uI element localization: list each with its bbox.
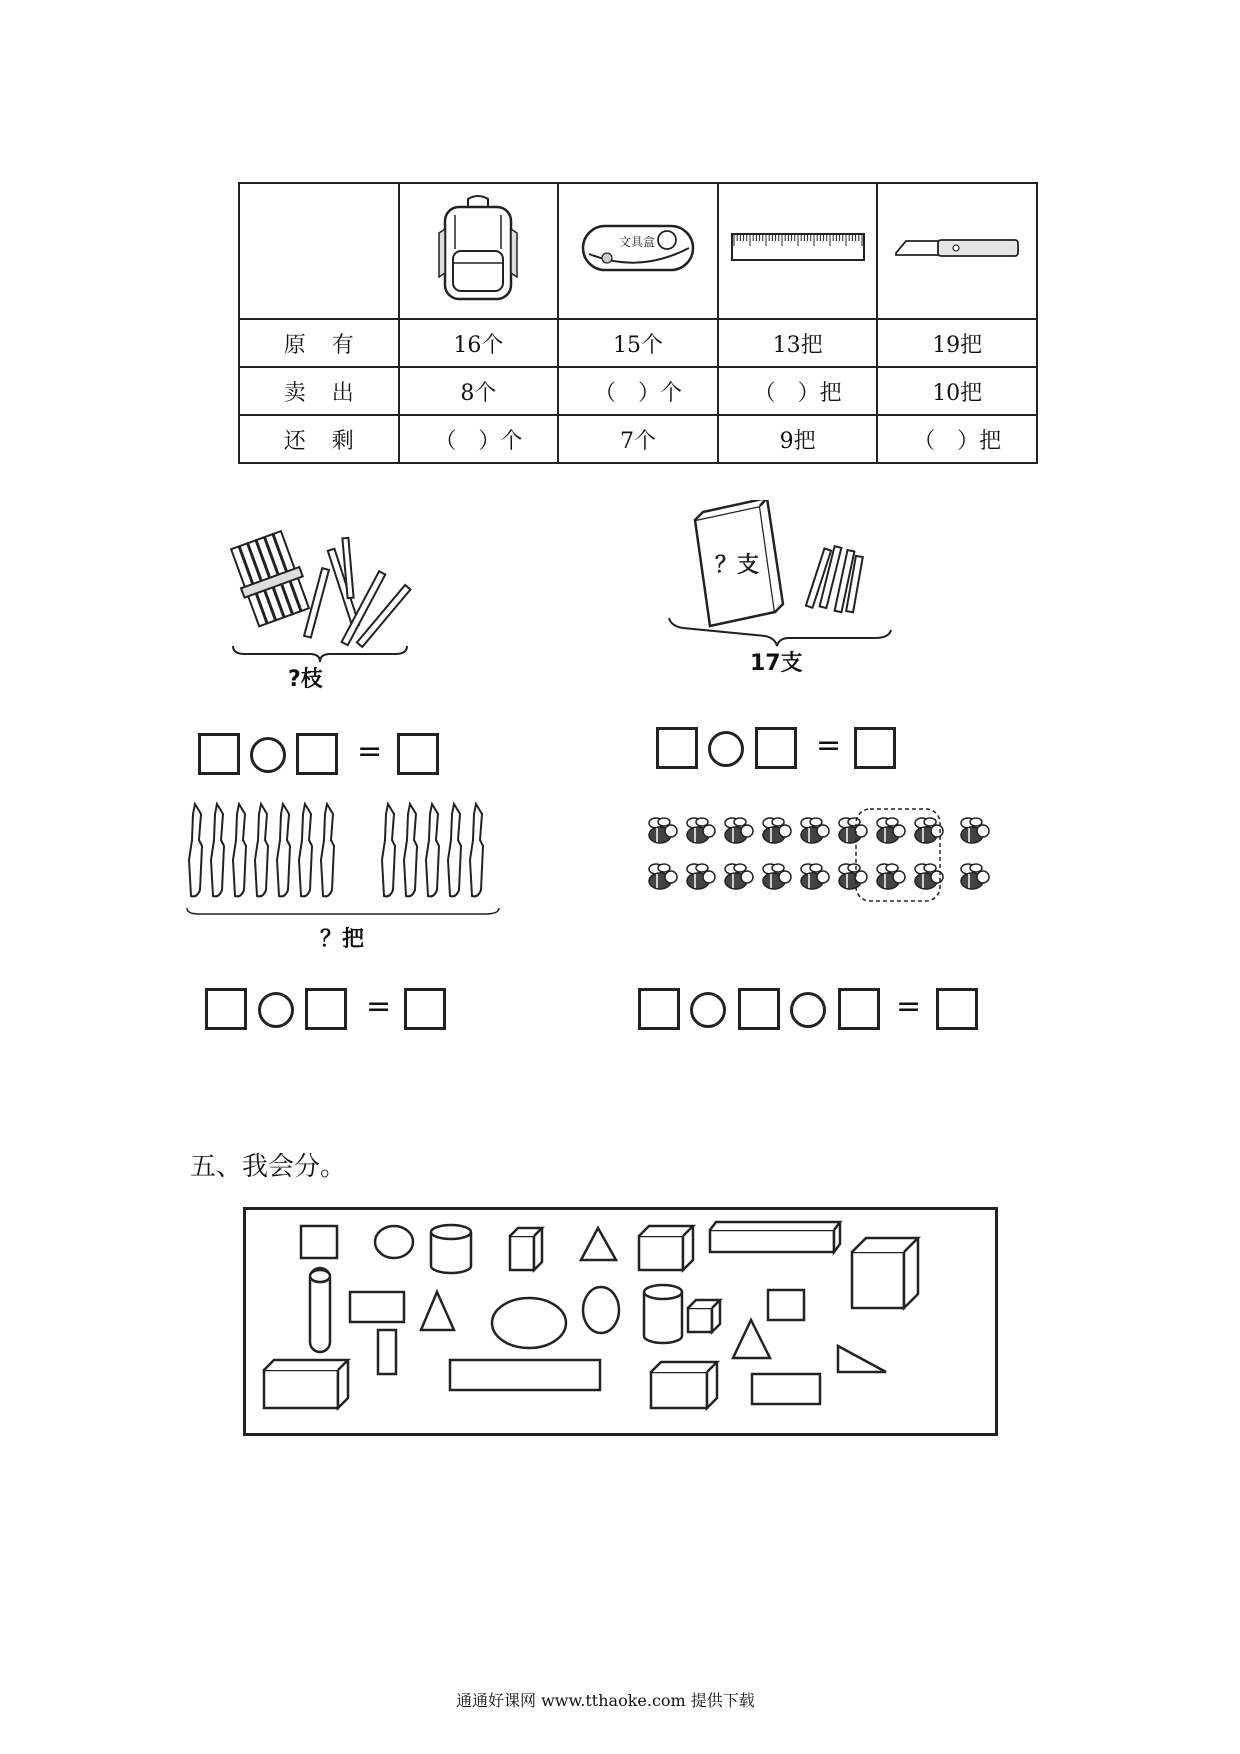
backpack-cell xyxy=(399,183,559,319)
pencil-case-sold[interactable]: （ ）个 xyxy=(558,367,718,415)
bee-icon xyxy=(915,864,943,889)
p2-box-1[interactable] xyxy=(656,727,698,769)
knife-drawing xyxy=(404,804,417,896)
shape-triangle xyxy=(581,1228,616,1260)
p3-box-result[interactable] xyxy=(404,988,446,1030)
ruler-sold[interactable]: （ ）把 xyxy=(718,367,878,415)
ruler-cell xyxy=(718,183,878,319)
shape-cuboid-tall xyxy=(510,1228,542,1270)
bee-icon xyxy=(725,818,753,843)
bee-icon xyxy=(801,864,829,889)
shape-tall-cylinder xyxy=(310,1268,330,1352)
pen-box-label: ？支 xyxy=(715,553,760,578)
shape-ellipse xyxy=(492,1298,566,1348)
p4-equals: = xyxy=(896,989,922,1024)
knife-drawing xyxy=(448,804,461,896)
p1-box-result[interactable] xyxy=(397,733,439,775)
p3-equals: = xyxy=(366,989,392,1024)
p2-equals: = xyxy=(816,728,842,763)
knife-drawing xyxy=(426,804,439,896)
knife-drawing xyxy=(470,804,483,896)
row-label-original: 原有 xyxy=(239,319,399,367)
p1-equals: = xyxy=(357,734,383,769)
pencil-bundle-illustration xyxy=(225,528,415,678)
row-label-sold: 卖出 xyxy=(239,367,399,415)
shape-thin-rectangle xyxy=(378,1330,396,1374)
p1-box-1[interactable] xyxy=(198,733,240,775)
p4-operator-circle-2[interactable] xyxy=(790,992,826,1028)
problem2-total-label: 17支 xyxy=(750,651,803,676)
bee-icon xyxy=(877,818,905,843)
p2-box-result[interactable] xyxy=(854,727,896,769)
ruler-icon xyxy=(730,230,866,266)
shape-cylinder-2 xyxy=(644,1285,682,1343)
shape-long-cuboid xyxy=(710,1222,840,1252)
shape-rectangle-2 xyxy=(752,1374,820,1404)
knives-illustration xyxy=(185,800,515,920)
shape-square-2 xyxy=(768,1290,804,1320)
knife-drawing xyxy=(189,804,202,896)
header-empty-cell xyxy=(239,183,399,319)
pencil-case-icon xyxy=(579,218,697,278)
knife-drawing xyxy=(211,804,224,896)
shape-circle xyxy=(375,1226,413,1258)
knife-drawing xyxy=(233,804,246,896)
p3-operator-circle[interactable] xyxy=(258,992,294,1028)
pencil-case-left: 7个 xyxy=(558,415,718,463)
problem1-question-label: ?枝 xyxy=(288,667,323,692)
bee-icon xyxy=(877,864,905,889)
knife-sold: 10把 xyxy=(877,367,1037,415)
backpack-original: 16个 xyxy=(399,319,559,367)
bee-icon xyxy=(687,818,715,843)
knife-drawing xyxy=(255,804,268,896)
ruler-original: 13把 xyxy=(718,319,878,367)
p1-operator-circle[interactable] xyxy=(250,737,286,773)
p4-box-3[interactable] xyxy=(838,988,880,1030)
p4-operator-circle-1[interactable] xyxy=(690,992,726,1028)
shape-right-triangle xyxy=(838,1346,886,1372)
pen-box-illustration xyxy=(665,500,905,650)
bee-icon xyxy=(961,818,989,843)
p3-box-1[interactable] xyxy=(205,988,247,1030)
knife-cell xyxy=(877,183,1037,319)
knife-original: 19把 xyxy=(877,319,1037,367)
shape-rectangle xyxy=(350,1292,404,1322)
bee-icon xyxy=(763,818,791,843)
bee-icon xyxy=(649,864,677,889)
shape-cylinder xyxy=(431,1225,471,1273)
pencil-case-cell xyxy=(558,183,718,319)
section-five-title: 五、我会分。 xyxy=(190,1152,347,1182)
backpack-sold: 8个 xyxy=(399,367,559,415)
shape-triangle-2 xyxy=(421,1292,454,1330)
p1-box-2[interactable] xyxy=(296,733,338,775)
shape-small-cube xyxy=(688,1300,720,1332)
shape-square xyxy=(301,1226,337,1258)
bee-icon xyxy=(801,818,829,843)
shape-cuboid-2 xyxy=(651,1362,717,1408)
shapes-collection xyxy=(246,1210,995,1433)
p4-box-1[interactable] xyxy=(638,988,680,1030)
bees-illustration xyxy=(642,805,1002,905)
footer-text: 通通好课网 www.tthaoke.com 提供下载 xyxy=(456,1691,755,1710)
shape-cube xyxy=(852,1238,918,1308)
knife-drawing xyxy=(277,804,290,896)
shape-cuboid xyxy=(639,1226,693,1270)
pencil-case-label: 文具盒 xyxy=(618,235,655,249)
backpack-icon xyxy=(433,193,523,303)
knife-icon xyxy=(892,233,1022,263)
shape-long-rectangle xyxy=(450,1360,600,1390)
p2-box-2[interactable] xyxy=(755,727,797,769)
bee-icon xyxy=(763,864,791,889)
backpack-left[interactable]: （ ）个 xyxy=(399,415,559,463)
shape-oval xyxy=(583,1287,619,1333)
p2-operator-circle[interactable] xyxy=(708,731,744,767)
p4-box-result[interactable] xyxy=(936,988,978,1030)
knife-drawing xyxy=(299,804,312,896)
shapes-sorting-frame xyxy=(243,1207,998,1436)
bee-icon xyxy=(687,864,715,889)
stock-table xyxy=(238,182,1038,464)
bee-icon xyxy=(839,864,867,889)
p3-box-2[interactable] xyxy=(305,988,347,1030)
pencil-case-original: 15个 xyxy=(558,319,718,367)
shape-wide-cuboid xyxy=(264,1360,348,1408)
bee-icon xyxy=(839,818,867,843)
bee-icon xyxy=(961,864,989,889)
shape-triangle-3 xyxy=(733,1320,770,1358)
bee-icon xyxy=(915,818,943,843)
row-label-left: 还剩 xyxy=(239,415,399,463)
knife-drawing xyxy=(321,804,334,896)
p4-box-2[interactable] xyxy=(738,988,780,1030)
ruler-left: 9把 xyxy=(718,415,878,463)
knife-drawing xyxy=(382,804,395,896)
bee-icon xyxy=(649,818,677,843)
bee-icon xyxy=(725,864,753,889)
problem3-question-label: ？把 xyxy=(320,927,365,952)
knife-left[interactable]: （ ）把 xyxy=(877,415,1037,463)
